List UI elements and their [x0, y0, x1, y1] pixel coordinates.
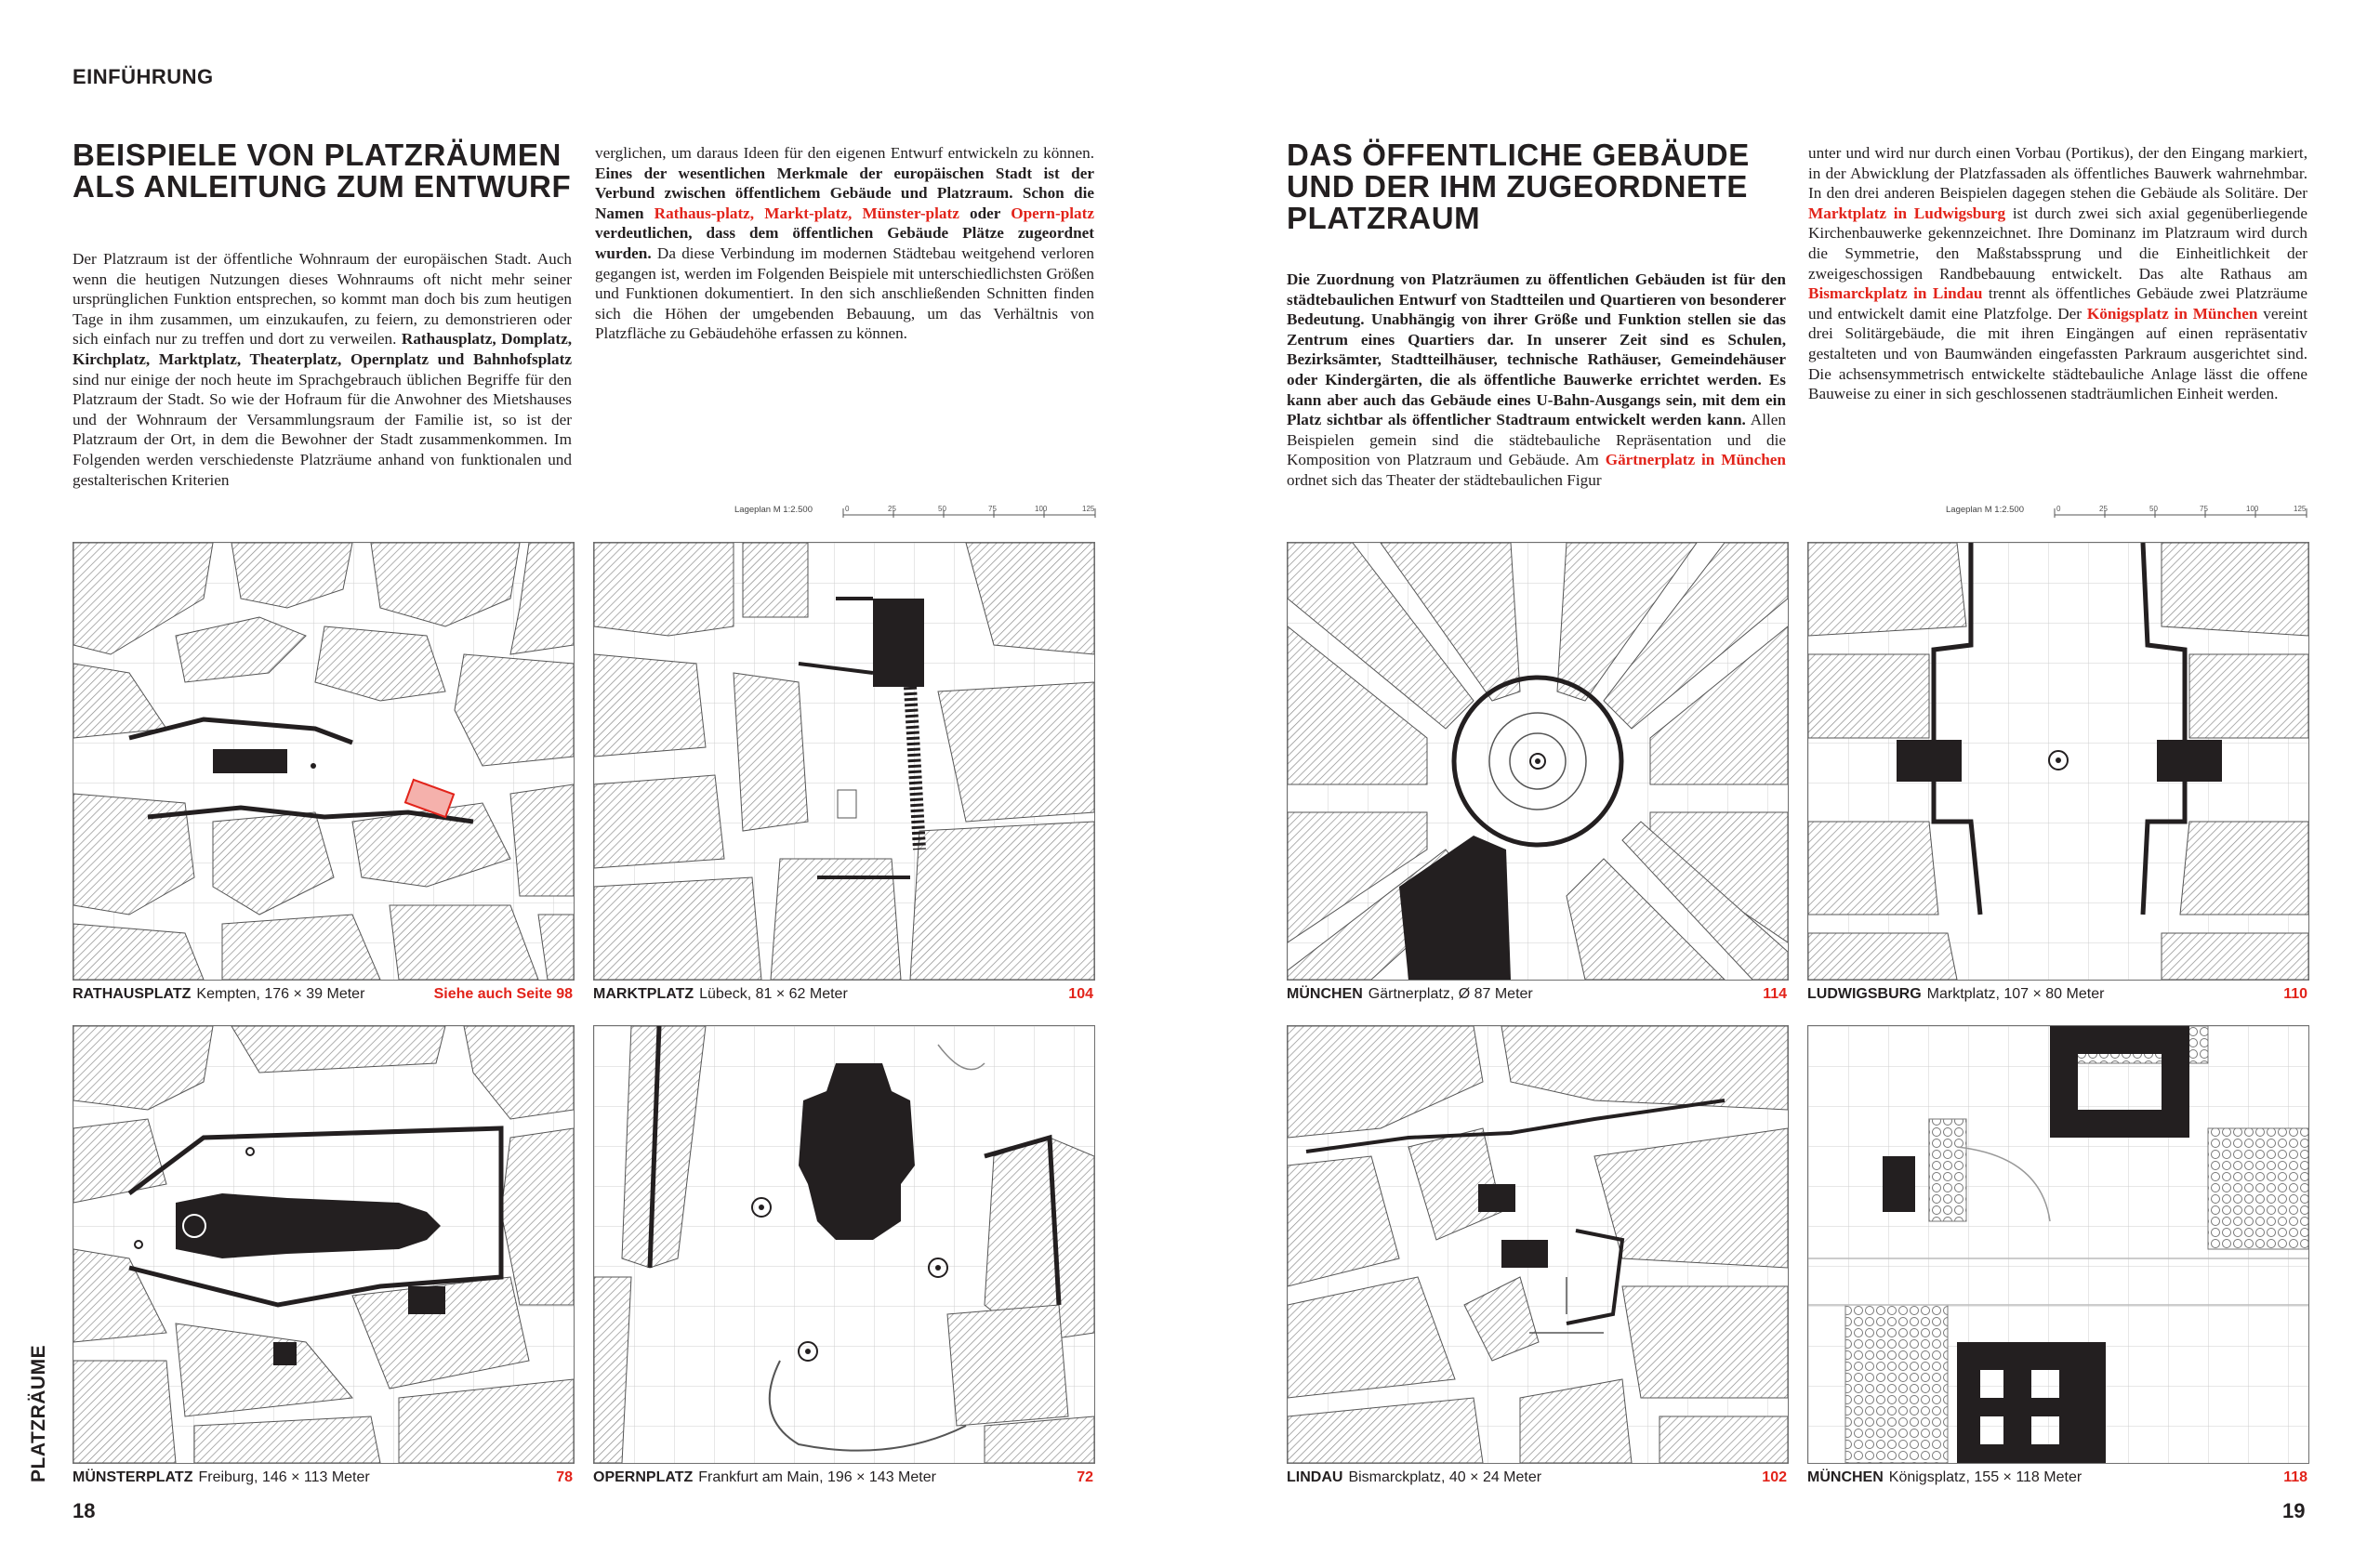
site-plan-muensterplatz — [73, 1025, 575, 1464]
scale-tick: 100 — [2246, 505, 2259, 513]
right-page-title — [1287, 139, 1750, 234]
section-label: EINFÜHRUNG — [73, 65, 214, 88]
caption-detail: Königsplatz, 155 × 118 Meter — [1888, 1469, 2082, 1485]
text-run: ordnet sich das Theater der städtebaulichen Figur — [1287, 470, 1602, 489]
map-caption-6 — [1807, 985, 2307, 1004]
caption-detail: Lübeck, 81 × 62 Meter — [699, 986, 848, 1002]
text-run: Der Platzraum ist der öffentliche Wohnraum der europäischen Stadt. Auch wenn die heutigen Nutzungen dieses Wohnraums oft nicht mehr seiner ursprünglichen Funktion entsprechen, so kommt man doch bis zum heutigen Tage in ihm zusammen, um einzukaufen, zu feiern, zu demonstrieren oder sich einfach nur zu treffen und dort zu verweilen. — [73, 250, 572, 349]
scale-tick: 0 — [2056, 505, 2061, 513]
text-run: unter und wird nur durch einen Vorbau (Portikus), der den Eingang markiert, in der Abwicklung der Platzfassaden als öffentliches Bauwerk wahrnehmbar. In den drei anderen Beispielen dagegen stehen die Gebäude als Solitäre. Der — [1808, 144, 2307, 203]
text-run: Allen Beispielen gemein sind die städtebauliche Repräsentation und die Komposition von Platzraum und Gebäude. Am — [1287, 411, 1786, 469]
scale-label: Lageplan M 1:2.500 — [1946, 505, 2024, 515]
caption-name: MÜNCHEN — [1807, 1469, 1884, 1485]
scale-ruler — [2054, 505, 2308, 521]
scale-tick: 125 — [2294, 505, 2307, 513]
scale-tick: 50 — [2149, 505, 2158, 513]
right-title-line2: UND DER IHM ZUGEORDNETE — [1287, 169, 1748, 204]
scale-tick: 25 — [2099, 505, 2108, 513]
site-plan-bismarckplatz — [1287, 1025, 1789, 1464]
left-body-col2 — [595, 143, 1094, 344]
text-run: verglichen, um daraus Ideen für den eigenen Entwurf entwickeln zu können. — [595, 144, 1094, 162]
church-footprint-west — [1897, 740, 1962, 782]
old-town-hall-footprint — [1501, 1240, 1548, 1268]
caption-name: OPERNPLATZ — [593, 1469, 694, 1485]
scale-tick: 75 — [988, 505, 997, 513]
page-reference-link[interactable]: 114 — [1763, 986, 1787, 1002]
caption-detail: Bismarckplatz, 40 × 24 Meter — [1348, 1469, 1542, 1485]
left-page-title — [73, 139, 571, 203]
side-tab-label: PLATZRÄUME — [28, 1344, 49, 1482]
site-plan-marktplatz — [593, 542, 1095, 981]
highlight-link[interactable]: Königsplatz in München — [2086, 304, 2258, 323]
scale-ruler — [842, 505, 1097, 521]
text-run: trennt als öffentliches Gebäude zwei Platzräume und entwickelt damit eine Platzfolge. Der — [1808, 284, 2307, 323]
site-plan-opernplatz — [593, 1025, 1095, 1464]
map-caption-1 — [73, 985, 573, 1004]
highlight-link[interactable]: Gärtnerplatz in München — [1605, 451, 1786, 469]
page-reference-link[interactable]: 110 — [2283, 986, 2307, 1002]
church-footprint — [213, 749, 287, 773]
left-title-line2: ALS ANLEITUNG ZUM ENTWURF — [73, 169, 572, 204]
caption-name: MÜNCHEN — [1287, 986, 1363, 1002]
scale-label: Lageplan M 1:2.500 — [734, 505, 813, 515]
bold-run: Die Zuordnung von Platzräumen zu öffentlichen Gebäuden ist für den städtebaulichen Entwurf von Stadtteilen und Quartieren von besonderer Bedeutung. Unabhängig von ihrer Größe und Funktion stellen sie das Zentrum eines Quartiers dar. In unserer Zeit sind es Schulen, Bezirksämter, Stadtteilhäuser, technische Rathäuser, Gemeindehäuser oder Kindergärten, die als öffentliche Bauwerke errichtet werden. Es kann aber auch das Gebäude eines U-Bahn-Ausgangs sein, mit dem ein Platz sichtbar als öffentlicher Stadtraum entwickelt werden kann. — [1287, 270, 1786, 429]
scale-tick: 100 — [1035, 505, 1048, 513]
bold-run: oder — [959, 204, 1012, 222]
caption-detail: Frankfurt am Main, 196 × 143 Meter — [698, 1469, 936, 1485]
right-title-line1: DAS ÖFFENTLICHE GEBÄUDE — [1287, 138, 1750, 172]
map-caption-3 — [73, 1468, 573, 1487]
propylaea-footprint — [1883, 1156, 1915, 1212]
building-south — [1957, 1342, 2106, 1463]
caption-detail: Freiburg, 146 × 113 Meter — [198, 1469, 370, 1485]
scale-tick: 75 — [2200, 505, 2208, 513]
highlight-link[interactable]: Rathaus-platz, Markt-platz, Münster-platz — [654, 204, 959, 222]
highlight-link[interactable]: Opern-platz — [1011, 204, 1094, 222]
text-run: vereint drei Solitärgebäude, die mit ihren Eingängen auf einen repräsentativ gestalteten und von Baumwänden eingefassten Parkraum ausgerichtet sind. Die achsensymmetrisch entwickelte städtebauliche Anlage lässt die offene Bauweise zu einer in sich geschlossenen stadträumlichen Einheit werden. — [1808, 304, 2307, 403]
caption-detail: Gärtnerplatz, Ø 87 Meter — [1368, 986, 1533, 1002]
bold-run: verdeutlichen, dass dem öffentlichen Gebäude Plätze zugeordnet wurden. — [595, 224, 1094, 262]
site-plan-gaertnerplatz — [1287, 542, 1789, 981]
page-reference-link[interactable]: 72 — [1077, 1469, 1093, 1485]
caption-name: MARKTPLATZ — [593, 986, 694, 1002]
caption-detail: Marktplatz, 107 × 80 Meter — [1926, 986, 2105, 1002]
left-body-col1 — [73, 249, 572, 490]
right-body-col2 — [1808, 143, 2307, 404]
caption-name: LINDAU — [1287, 1469, 1343, 1485]
page-reference-link[interactable]: 118 — [2283, 1469, 2307, 1485]
page-reference-link[interactable]: 102 — [1762, 1469, 1787, 1485]
bold-run: Eines der wesentlichen Merkmale der europäischen Stadt ist der Verbund zwischen öffentlichem Gebäude und Platzraum. Schon die Namen — [595, 164, 1094, 222]
text-run: ist durch zwei sich axial gegenüberliegende Kirchenbauwerke gekennzeichnet. Ihre Dominanz im Platzraum wird durch die Symmetrie, den Maßstabssprung und die Einheitlichkeit der zweigeschossigen Randbebauung entwickelt. Das alte Rathaus am — [1808, 204, 2307, 283]
map-caption-4 — [593, 1468, 1093, 1487]
scale-tick: 125 — [1082, 505, 1095, 513]
site-plan-rathausplatz — [73, 542, 575, 981]
bold-run: Rathausplatz, Domplatz, Kirchplatz, Marktplatz, Theaterplatz, Opernplatz und Bahnhofsplatz — [73, 330, 573, 368]
caption-detail: Kempten, 176 × 39 Meter — [196, 986, 365, 1002]
text-run: sind nur einige der noch heute im Sprachgebrauch üblichen Begriffe für den Platzraum der Stadt. So wie der Hofraum für die Anwohner des Mietshauses und der Wohnraum der Versammlungsraum der Familie ist, so ist der Platzraum der Ort, in dem die Bewohner der Stadt zusammenkommen. Im Folgenden werden verschiedenste Platzräume anhand von funktionalen und gestalterischen Kriterien — [73, 370, 572, 489]
text-run: Da diese Verbindung im modernen Städtebau weitgehend verloren gegangen ist, werden im Folgenden Beispiele mit unterschiedlichsten Größen und Funktionen dokumentiert. In den sich anschließenden Schnitten finden sich die Höhen der umgebenden Bebauung, um das Verhältnis von Platzfläche zu Gebäudehöhe erfassen zu können. — [595, 244, 1094, 343]
highlight-link[interactable]: Bismarckplatz in Lindau — [1808, 284, 1983, 303]
page-number-left: 18 — [73, 1499, 96, 1522]
page-reference-link[interactable]: 104 — [1068, 986, 1093, 1002]
page-number-right: 19 — [2282, 1499, 2306, 1522]
scale-tick: 50 — [938, 505, 946, 513]
page-reference-link[interactable]: Siehe auch Seite 98 — [433, 986, 573, 1002]
church-footprint-east — [2157, 740, 2222, 782]
right-body-col1 — [1287, 270, 1786, 491]
map-caption-5 — [1287, 985, 1787, 1004]
scale-tick: 25 — [888, 505, 896, 513]
caption-name: RATHAUSPLATZ — [73, 986, 192, 1002]
scale-bar-left — [734, 505, 1097, 523]
site-plan-koenigsplatz — [1807, 1025, 2309, 1464]
site-plan-ludwigsburg — [1807, 542, 2309, 981]
caption-name: LUDWIGSBURG — [1807, 986, 1922, 1002]
rathaus-footprint — [873, 599, 924, 687]
highlight-link[interactable]: Marktplatz in Ludwigsburg — [1808, 204, 2006, 222]
page-reference-link[interactable]: 78 — [556, 1469, 573, 1485]
scale-bar-right — [1946, 505, 2308, 523]
scale-tick: 0 — [845, 505, 850, 513]
caption-name: MÜNSTERPLATZ — [73, 1469, 193, 1485]
right-title-line3: PLATZRAUM — [1287, 201, 1481, 235]
map-caption-7 — [1287, 1468, 1787, 1487]
map-caption-2 — [593, 985, 1093, 1004]
map-caption-8 — [1807, 1468, 2307, 1487]
left-title-line1: BEISPIELE VON PLATZRÄUMEN — [73, 138, 562, 172]
